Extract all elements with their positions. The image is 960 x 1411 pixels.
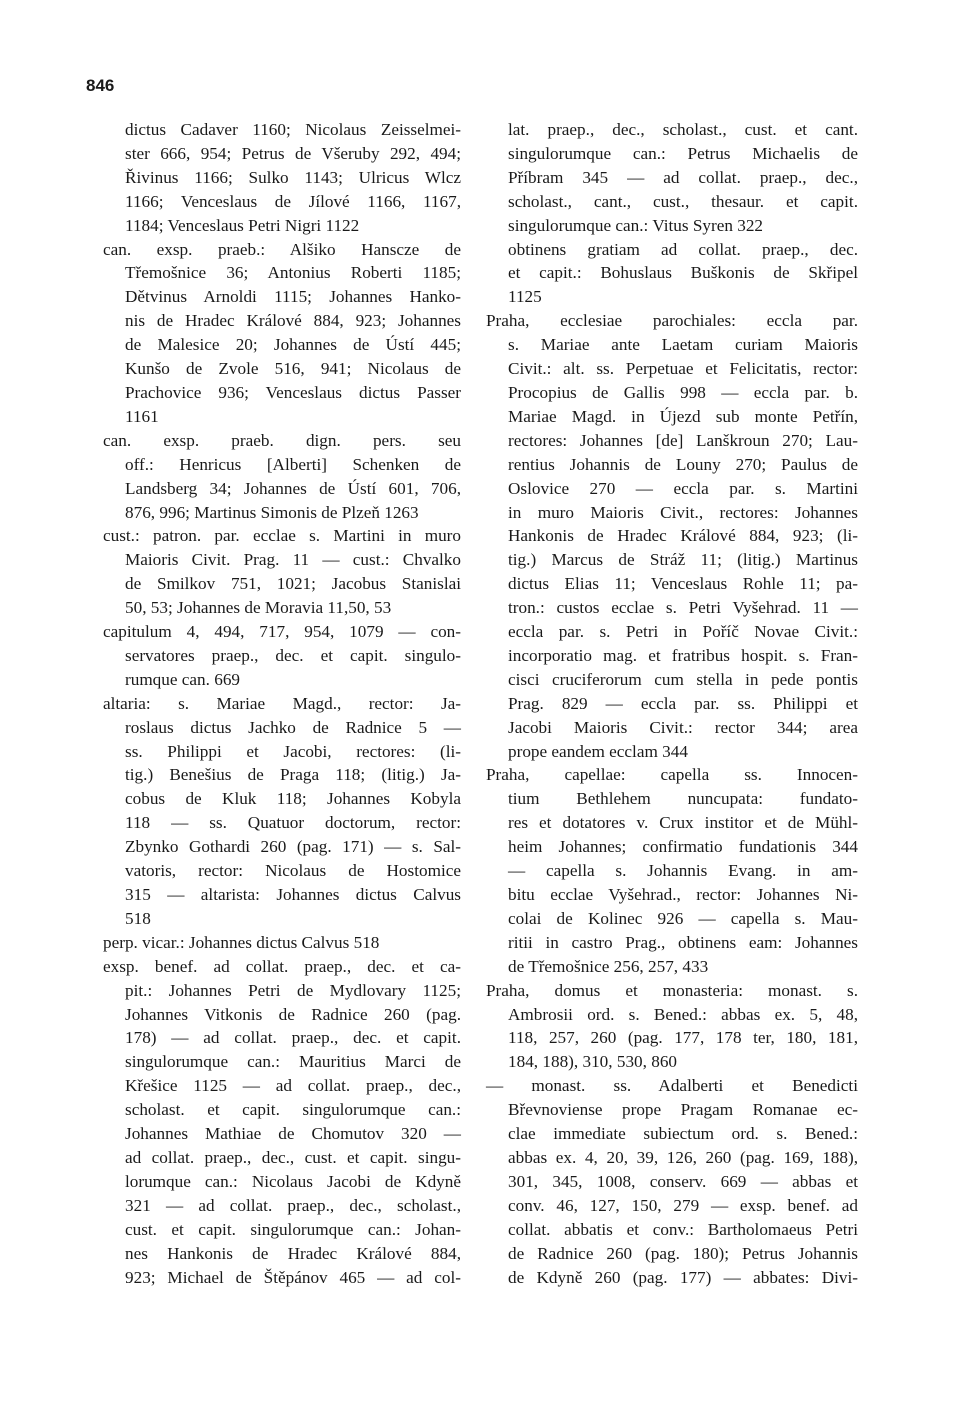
text-line: collat. abbatis et conv.: Bartholomaeus Petri (508, 1219, 858, 1239)
text-line: rumque can. 669 (125, 669, 241, 689)
text-line: 923; Michael de Štěpánov 465 — ad col- (125, 1267, 461, 1287)
text-line: 876, 996; Martinus Simonis de Plzeň 1263 (125, 502, 419, 522)
text-line: de Kdyně 260 (pag. 177) — abbates: Divi- (508, 1267, 858, 1287)
text-line: 118 — ss. Quatuor doctorum, rector: (125, 813, 461, 833)
text-line: roslaus dictus Jachko de Radnice 5 — (125, 717, 461, 737)
text-line: nis de Hradec Králové 884, 923; Johannes (125, 311, 461, 331)
text-line: tron.: custos ecclae s. Petri Vyšehrad. 11 — (508, 598, 858, 618)
text-line: ritii in castro Prag., obtinens eam: Johannes (508, 932, 858, 952)
text-line: cust. et capit. singulorumque can.: Johan- (125, 1219, 461, 1239)
text-line: 1166; Venceslaus de Jílové 1166, 1167, (125, 191, 461, 211)
text-line: 315 — altarista: Johannes dictus Calvus (125, 885, 461, 904)
text-line: lorumque can.: Nicolaus Jacobi de Kdyně (125, 1171, 461, 1191)
text-line: Procopius de Gallis 998 — eccla par. b. (508, 382, 858, 402)
text-line: Mariae Magd. in Újezd sub monte Petřín, (508, 406, 858, 426)
text-line: rectores: Johannes [de] Lanškroun 270; Lau- (508, 430, 858, 450)
text-line: perp. vicar.: Johannes dictus Calvus 518 (103, 932, 380, 952)
text-line: ss. Philippi et Jacobi, rectores: (li- (125, 741, 461, 761)
text-line: ad collat. praep., dec., cust. et capit. singu- (125, 1147, 461, 1167)
text-line: Hankonis de Hradec Králové 884, 923; (li- (508, 526, 858, 546)
text-line: 184, 188), 310, 530, 860 (508, 1052, 678, 1072)
text-line: Ambrosii ord. s. Bened.: abbas ex. 5, 48, (508, 1004, 858, 1024)
text-line: singulorumque can.: Vitus Syren 322 (508, 215, 764, 235)
text-line: cust.: patron. par. ecclae s. Martini in muro (103, 526, 461, 546)
text-line: eccla par. s. Petri in Poříč Novae Civit.: (508, 622, 858, 642)
text-line: cisci cruciferorum cum stella in pede pontis (508, 669, 858, 689)
text-line: singulorumque can.: Petrus Michaelis de (508, 143, 858, 163)
text-line: exsp. benef. ad collat. praep., dec. et ca- (103, 956, 461, 976)
text-line: 321 — ad collat. praep., dec., scholast., (125, 1195, 461, 1215)
text-line: de Malesice 20; Johannes de Ústí 445; (125, 335, 461, 355)
text-line: clae immediate subiectum ord. s. Bened.: (508, 1124, 858, 1144)
text-line: Johannes Vitkonis de Radnice 260 (pag. (125, 1004, 461, 1024)
left-column (103, 118, 461, 1289)
text-line: 1161 (125, 406, 159, 426)
text-line: 301, 345, 1008, conserv. 669 — abbas et (508, 1171, 858, 1191)
text-line: pit.: Johannes Petri de Mydlovary 1125; (125, 980, 461, 1000)
text-line: singulorumque can.: Mauritius Marci de (125, 1052, 461, 1072)
text-line: 50, 53; Johannes de Moravia 11,50, 53 (125, 598, 392, 618)
text-line: scholast. et capit. singulorumque can.: (125, 1100, 461, 1120)
right-column (486, 118, 858, 1289)
text-line: scholast., cant., cust., thesaur. et capit. (508, 191, 858, 211)
text-line: Křešice 1125 — ad collat. praep., dec., (125, 1076, 461, 1096)
text-line: colai de Kolinec 926 — capella s. Mau- (508, 908, 858, 928)
text-line: capitulum 4, 494, 717, 954, 1079 — con- (103, 622, 461, 642)
text-line: servatores praep., dec. et capit. singulo- (125, 645, 461, 665)
text-line: conv. 46, 127, 150, 279 — exsp. benef. ad (508, 1195, 858, 1215)
text-line: bitu ecclae Vyšehrad., rector: Johannes Ni- (508, 885, 858, 904)
text-line: 1184; Venceslaus Petri Nigri 1122 (125, 215, 360, 235)
text-line: obtinens gratiam ad collat. praep., dec. (508, 239, 858, 259)
text-line: Příbram 345 — ad collat. praep., dec., (508, 167, 858, 187)
text-line: Řivinus 1166; Sulko 1143; Ulricus Wlcz (125, 167, 461, 187)
text-line: Praha, domus et monasteria: monast. s. (486, 980, 858, 1000)
text-line: Civit.: alt. ss. Perpetuae et Felicitatis, rector: (508, 359, 858, 379)
text-line: s. Mariae ante Laetam curiam Maioris (508, 335, 858, 355)
text-line: et capit.: Bohuslaus Buškonis de Skřipel (508, 263, 858, 283)
text-line: Kunšo de Zvole 516, 941; Nicolaus de (125, 359, 461, 379)
text-line: vatoris, rector: Nicolaus de Hostomice (125, 861, 461, 881)
text-line: altaria: s. Mariae Magd., rector: Ja- (103, 693, 461, 713)
text-line: ster 666, 954; Petrus de Všeruby 292, 494; (125, 143, 461, 163)
text-line: 1125 (508, 287, 542, 307)
text-line: Landsberg 34; Johannes de Ústí 601, 706, (125, 478, 461, 498)
text-line: Praha, ecclesiae parochiales: eccla par. (486, 311, 858, 331)
text-line: Třemošnice 36; Antonius Roberti 1185; (125, 263, 461, 283)
text-line: res et dotatores v. Crux institor et de Mühl- (508, 813, 858, 833)
text-line: can. exsp. praeb.: Alšiko Hanscze de (103, 239, 461, 259)
text-line: Oslovice 270 — eccla par. s. Martini (508, 478, 858, 498)
text-line: can. exsp. praeb. dign. pers. seu (103, 430, 461, 450)
text-line: tium Bethlehem nuncupata: fundato- (508, 789, 858, 809)
text-line: Dětvinus Arnoldi 1115; Johannes Hanko- (125, 287, 461, 307)
text-line: Johannes Mathiae de Chomutov 320 — (125, 1124, 461, 1144)
page-number: 846 (86, 76, 115, 95)
text-line: 118, 257, 260 (pag. 177, 178 ter, 180, 181, (508, 1028, 858, 1048)
text-line: Břevnoviense prope Pragam Romanae ec- (508, 1100, 858, 1120)
text-line: prope eandem ecclam 344 (508, 741, 688, 761)
text-line: 518 (125, 908, 151, 928)
text-line: — capella s. Johannis Evang. in am- (508, 861, 858, 881)
text-line: de Třemošnice 256, 257, 433 (508, 956, 709, 976)
text-line: rentius Johannis de Louny 270; Paulus de (508, 454, 858, 474)
text-line: Zbynko Gothardi 260 (pag. 171) — s. Sal- (125, 837, 461, 857)
text-line: dictus Cadaver 1160; Nicolaus Zeisselmei- (125, 120, 461, 139)
text-line: nes Hankonis de Hradec Králové 884, (125, 1243, 461, 1263)
text-line: in muro Maioris Civit., rectores: Johannes (508, 502, 858, 522)
text-line: Maioris Civit. Prag. 11 — cust.: Chvalko (125, 550, 461, 570)
text-line: de Smilkov 751, 1021; Jacobus Stanislai (125, 574, 461, 594)
text-line: Prachovice 936; Venceslaus dictus Passer (125, 382, 461, 402)
text-line: tig.) Marcus de Stráž 11; (litig.) Martinus (508, 550, 858, 570)
text-line: off.: Henricus [Alberti] Schenken de (125, 454, 461, 474)
text-line: Praha, capellae: capella ss. Innocen- (486, 765, 858, 785)
text-line: abbas ex. 4, 20, 39, 126, 260 (pag. 169, 188), (508, 1147, 858, 1167)
text-line: 178) — ad collat. praep., dec. et capit. (125, 1028, 461, 1048)
text-line: Prag. 829 — eccla par. ss. Philippi et (508, 693, 858, 713)
text-line: dictus Elias 11; Venceslaus Rohle 11; pa- (508, 574, 858, 594)
text-line: heim Johannes; confirmatio fundationis 344 (508, 837, 858, 857)
text-line: cobus de Kluk 118; Johannes Kobyla (125, 789, 461, 809)
text-line: de Radnice 260 (pag. 180); Petrus Johannis (508, 1243, 858, 1263)
text-line: — monast. ss. Adalberti et Benedicti (486, 1076, 858, 1096)
text-line: incorporatio mag. et fratribus hospit. s. Fran- (508, 645, 858, 665)
text-line: tig.) Benešius de Praga 118; (litig.) Ja- (125, 765, 461, 785)
text-line: lat. praep., dec., scholast., cust. et cant. (508, 120, 858, 139)
text-line: Jacobi Maioris Civit.: rector 344; area (508, 717, 858, 737)
